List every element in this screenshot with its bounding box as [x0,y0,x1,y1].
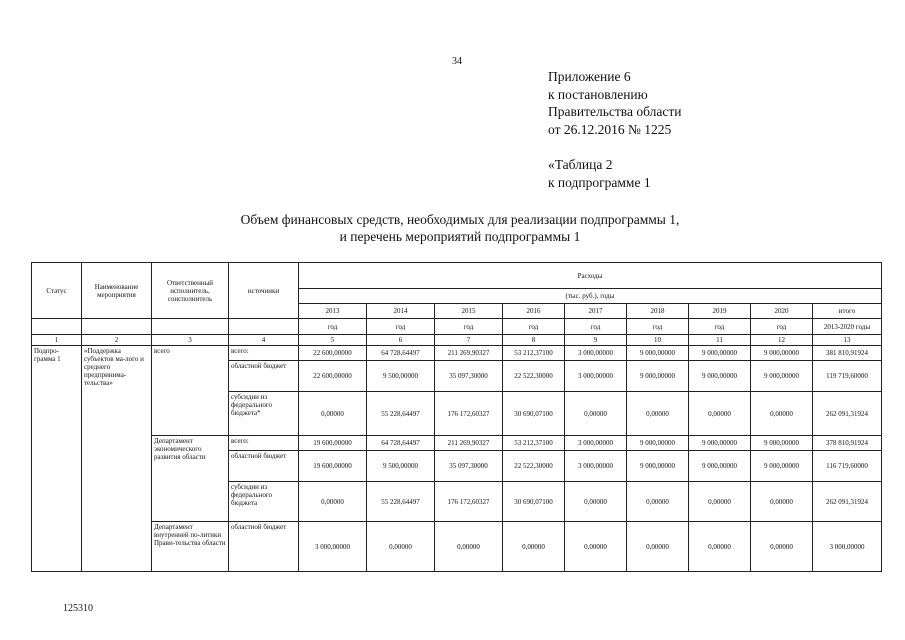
value-cell: 3 000,00000 [565,346,627,361]
blank-cell [152,319,229,335]
value-cell: 9 000,00000 [689,451,751,482]
column-number: 9 [565,335,627,346]
title-line: и перечень мероприятий подпрограммы 1 [339,229,581,244]
header-status: Статус [32,263,82,319]
financing-table [31,262,882,572]
value-cell: 0,00000 [565,392,627,436]
value-cell: 3 000,00000 [565,451,627,482]
value-cell: 53 212,37100 [503,346,565,361]
header-year: 2020 [751,304,813,319]
header-year-sub: год [751,319,813,335]
value-cell: 35 097,30000 [435,451,503,482]
value-cell: 9 000,00000 [689,436,751,451]
header-year-sub: год [565,319,627,335]
page-number: 34 [452,56,462,67]
column-number: 13 [813,335,882,346]
value-cell: 22 600,00000 [299,346,367,361]
value-cell: 3 000,00000 [565,436,627,451]
value-cell: 64 728,64497 [367,346,435,361]
total-cell: 262 091,31924 [813,482,882,522]
value-cell: 9 000,00000 [627,361,689,392]
value-cell: 0,00000 [435,522,503,572]
appendix-line: к постановлению [548,86,648,102]
value-cell: 35 097,30000 [435,361,503,392]
column-number: 6 [367,335,435,346]
value-cell: 30 690,07100 [503,392,565,436]
value-cell: 9 000,00000 [627,436,689,451]
value-cell: 0,00000 [367,522,435,572]
column-number: 11 [689,335,751,346]
column-number: 1 [32,335,82,346]
value-cell: 55 228,64497 [367,392,435,436]
value-cell: 19 600,00000 [299,451,367,482]
header-year-sub-total: 2013-2020 годы [813,319,882,335]
value-cell: 53 212,37100 [503,436,565,451]
header-year-total: итого [813,304,882,319]
value-cell: 0,00000 [689,392,751,436]
table-ref-line: «Таблица 2 [548,157,613,172]
column-number: 3 [152,335,229,346]
value-cell: 3 000,00000 [565,361,627,392]
column-number: 5 [299,335,367,346]
source-cell: областной бюджет [229,361,299,392]
value-cell: 0,00000 [299,392,367,436]
table-row [32,522,882,572]
header-executor: Ответственный исполнитель, соисполнитель [152,263,229,319]
source-cell: субсидии из федерального бюджета [229,482,299,522]
header-name: Наименование мероприятия [82,263,152,319]
column-number: 2 [82,335,152,346]
value-cell: 0,00000 [751,482,813,522]
column-number: 10 [627,335,689,346]
header-year: 2014 [367,304,435,319]
header-year-sub: год [435,319,503,335]
program-status: Подпро-грамма 1 [32,346,82,572]
value-cell: 0,00000 [565,482,627,522]
value-cell: 9 000,00000 [751,361,813,392]
header-units: (тыс. руб.), годы [299,289,882,304]
table-row [32,436,882,451]
header-year-sub: год [689,319,751,335]
value-cell: 9 500,00000 [367,451,435,482]
header-year: 2016 [503,304,565,319]
blank-cell [32,319,82,335]
value-cell: 22 522,30000 [503,361,565,392]
header-year-sub: год [367,319,435,335]
header-expenses: Расходы [299,263,882,289]
header-year: 2019 [689,304,751,319]
appendix-line: Приложение 6 [548,69,631,84]
value-cell: 9 000,00000 [751,451,813,482]
appendix-block [548,68,681,138]
value-cell: 22 600,00000 [299,361,367,392]
executor-cell: Департамент экономического развития области [152,436,229,522]
value-cell: 9 000,00000 [689,346,751,361]
value-cell: 0,00000 [299,482,367,522]
executor-cell: всего [152,346,229,436]
value-cell: 176 172,60327 [435,482,503,522]
value-cell: 0,00000 [689,522,751,572]
value-cell: 211 269,90327 [435,436,503,451]
total-cell: 116 719,60000 [813,451,882,482]
blank-cell [229,319,299,335]
value-cell: 64 728,64497 [367,436,435,451]
column-number: 8 [503,335,565,346]
value-cell: 0,00000 [689,482,751,522]
value-cell: 9 500,00000 [367,361,435,392]
value-cell: 9 000,00000 [627,451,689,482]
table-reference [548,156,651,191]
program-name: «Поддержка субъектов ма-лого и среднего предпринима-тельства» [82,346,152,572]
value-cell: 30 690,07100 [503,482,565,522]
header-year-sub: год [627,319,689,335]
value-cell: 0,00000 [627,392,689,436]
header-year: 2015 [435,304,503,319]
appendix-line: от 26.12.2016 № 1225 [548,121,672,137]
total-cell: 119 719,60000 [813,361,882,392]
value-cell: 3 000,00000 [299,522,367,572]
value-cell: 9 000,00000 [751,436,813,451]
value-cell: 9 000,00000 [751,346,813,361]
value-cell: 0,00000 [565,522,627,572]
value-cell: 0,00000 [503,522,565,572]
document-title [150,211,770,245]
total-cell: 378 810,91924 [813,436,882,451]
value-cell: 9 000,00000 [689,361,751,392]
source-cell: всего: [229,436,299,451]
value-cell: 176 172,60327 [435,392,503,436]
value-cell: 0,00000 [751,522,813,572]
column-number: 12 [751,335,813,346]
value-cell: 211 269,90327 [435,346,503,361]
source-cell: областной бюджет [229,451,299,482]
table-row [32,346,882,361]
total-cell: 3 000,00000 [813,522,882,572]
header-year: 2013 [299,304,367,319]
source-cell: областной бюджет [229,522,299,572]
header-year: 2017 [565,304,627,319]
header-year-sub: год [503,319,565,335]
source-cell: субсидии из федерального бюджета* [229,392,299,436]
column-number: 7 [435,335,503,346]
appendix-line: Правительства области [548,104,682,119]
table-ref-line: к подпрограмме 1 [548,174,651,190]
title-line: Объем финансовых средств, необходимых для реализации подпрограммы 1, [240,212,680,227]
header-year: 2018 [627,304,689,319]
value-cell: 0,00000 [751,392,813,436]
source-cell: всего: [229,346,299,361]
total-cell: 262 091,31924 [813,392,882,436]
value-cell: 0,00000 [627,482,689,522]
document-number: 125310 [63,603,93,614]
header-sources: источники [229,263,299,319]
value-cell: 55 228,64497 [367,482,435,522]
value-cell: 0,00000 [627,522,689,572]
executor-cell: Департамент внутренней по-литики Прави-тельства области [152,522,229,572]
value-cell: 19 600,00000 [299,436,367,451]
total-cell: 381 810,91924 [813,346,882,361]
value-cell: 22 522,30000 [503,451,565,482]
column-number: 4 [229,335,299,346]
value-cell: 9 000,00000 [627,346,689,361]
blank-cell [82,319,152,335]
header-year-sub: год [299,319,367,335]
